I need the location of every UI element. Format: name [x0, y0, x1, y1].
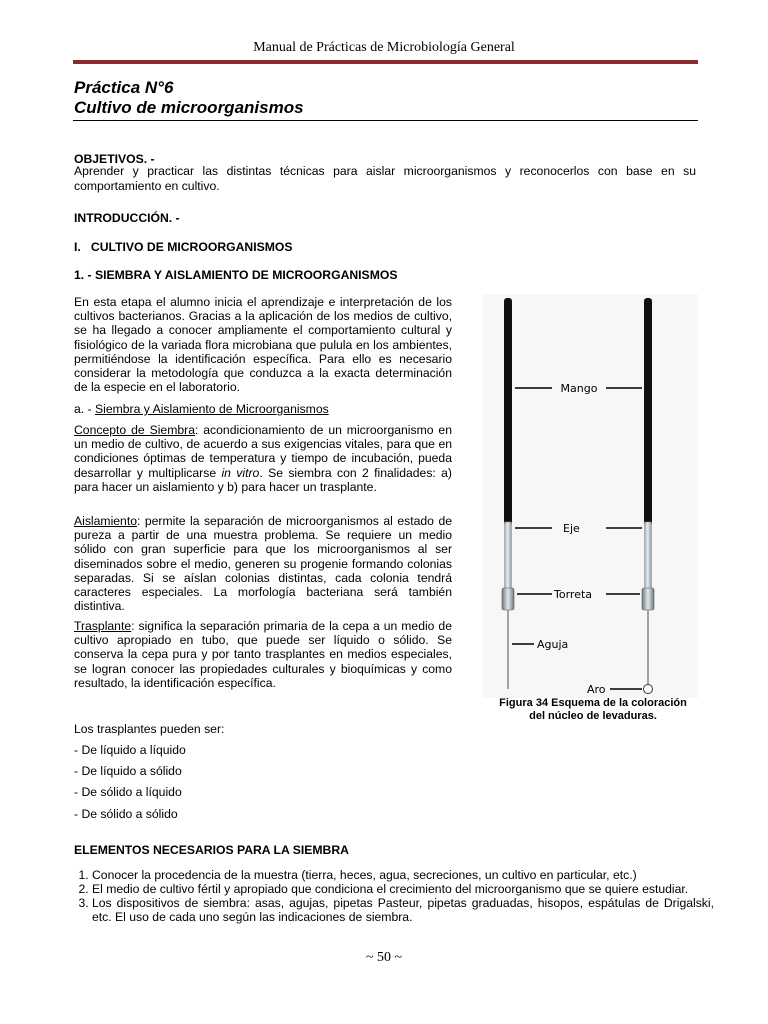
- page-number: ~ 50 ~: [365, 950, 403, 965]
- label-aguja: Aguja: [537, 638, 569, 651]
- needle-handle: [504, 298, 512, 526]
- inoculation-loop-figure: [482, 294, 698, 698]
- figure-caption-line: Figura 34 Esquema de la coloración: [499, 697, 687, 709]
- aislamiento-text: : permite la separación de microorganismos al estado de pureza a partir de una muestra problema. Se requiere un medio sólido con gran superficie para que los microorganismos al ser diseminados sobre el medio, generen su progenie formando colonias separadas. Si se aíslan colonias distintas, cada colonia tendrá caracteres especiales. La morfología bacteriana será también distintiva.: [74, 514, 452, 614]
- concepto-text: : acondicionamiento de un microorganismo en un medio de cultivo, de acuerdo a sus exigencias vitales, para que en condiciones óptimas de temperatura y tiempo de incubación, pueda desarrollar y multiplicarse: [74, 423, 452, 480]
- label-torreta: Torreta: [554, 588, 593, 601]
- subsection-a-title: Siembra y Aislamiento de Microorganismos: [95, 402, 329, 416]
- practice-subject: Cultivo de microorganismos: [74, 98, 304, 117]
- subsection-a-prefix: a. -: [74, 402, 95, 416]
- trasplante-item: - De líquido a sólido: [74, 764, 182, 778]
- figure-caption-line: del núcleo de levaduras.: [529, 710, 657, 722]
- elementos-heading: ELEMENTOS NECESARIOS PARA LA SIEMBRA: [74, 843, 349, 857]
- aislamiento-term: Aislamiento: [74, 514, 137, 528]
- page-header: Manual de Prácticas de Microbiología General: [253, 40, 515, 55]
- trasplante-item: - De líquido a líquido: [74, 743, 186, 757]
- loop-turret: [642, 588, 654, 610]
- objetivos-text: Aprender y practicar las distintas técnicas para aislar microorganismos y reconocerlos con base en su comportamiento en cultivo.: [74, 164, 696, 193]
- label-mango: Mango: [560, 382, 598, 395]
- concepto-text-end: . Se siembra con 2 finalidades: a) para hacer un aislamiento y b) para hacer un trasplante.: [74, 465, 452, 494]
- practice-number: Práctica N°6: [74, 78, 174, 97]
- objetivos-heading: OBJETIVOS. -: [74, 152, 155, 166]
- needle-shaft: [505, 522, 512, 590]
- concepto-term: Concepto de Siembra: [74, 423, 195, 437]
- loop-shaft: [645, 522, 652, 590]
- needle-turret: [502, 588, 514, 610]
- elementos-list: [74, 868, 714, 924]
- practice-title: [74, 78, 304, 118]
- trasplante-paragraph: [74, 619, 452, 690]
- introduccion-heading: INTRODUCCIÓN. -: [74, 211, 180, 225]
- trasplante-term: Trasplante: [74, 619, 132, 633]
- concepto-italic: in vitro: [221, 465, 260, 480]
- intro-paragraph: En esta etapa el alumno inicia el aprendizaje e interpretación de los cultivos bacterianos. Gracias a la aplicación de los medios de cultivo, se ha llegado a conocer ampliamente el comportamiento cultural y fisiológico de la variada flora microbiana que pulula en los ambientes, permitiéndose la identificación específica. Para ello es necesario considerar la metodología que conduzca a la exacta determinación de la especie en el laboratorio.: [74, 295, 452, 395]
- trasplante-item: - De sólido a líquido: [74, 785, 182, 799]
- trasplante-text: : significa la separación primaria de la cepa a un medio de cultivo apropiado en tubo, que puede ser líquido o sólido. Se conserva la cepa pura y por tanto trasplantes en medios especiales, se logran conocer las propiedades culturales y bioquímicas y como resultado, la identificación específica.: [74, 619, 452, 690]
- list-item: 2. El medio de cultivo fértil y apropiado que condiciona el crecimiento del microorganismo que se quiere estudiar.: [92, 882, 714, 896]
- label-eje: Eje: [563, 522, 580, 535]
- header-rule: [73, 60, 698, 64]
- trasplante-item: - De sólido a sólido: [74, 807, 178, 821]
- label-aro: Aro: [587, 683, 606, 696]
- loop-ring: [644, 685, 653, 694]
- section-heading-siembra: 1. - SIEMBRA Y AISLAMIENTO DE MICROORGANISMOS: [74, 268, 398, 282]
- concepto-paragraph: [74, 423, 452, 494]
- loop-handle: [644, 298, 652, 526]
- list-item: 3. Los dispositivos de siembra: asas, agujas, pipetas Pasteur, pipetas graduadas, hisopos, espátulas de Drigalski, etc. El uso de cada uno según las indicaciones de siembra.: [92, 896, 714, 924]
- list-item: 1. Conocer la procedencia de la muestra (tierra, heces, agua, secreciones, un cultivo en particular, etc.): [92, 868, 714, 882]
- aislamiento-paragraph: [74, 514, 452, 613]
- trasplantes-intro: Los trasplantes pueden ser:: [74, 722, 225, 736]
- section-heading-cultivo: I. CULTIVO DE MICROORGANISMOS: [74, 240, 293, 254]
- figure-caption: [488, 697, 698, 723]
- title-rule: [73, 120, 698, 121]
- subsection-a: [74, 402, 329, 416]
